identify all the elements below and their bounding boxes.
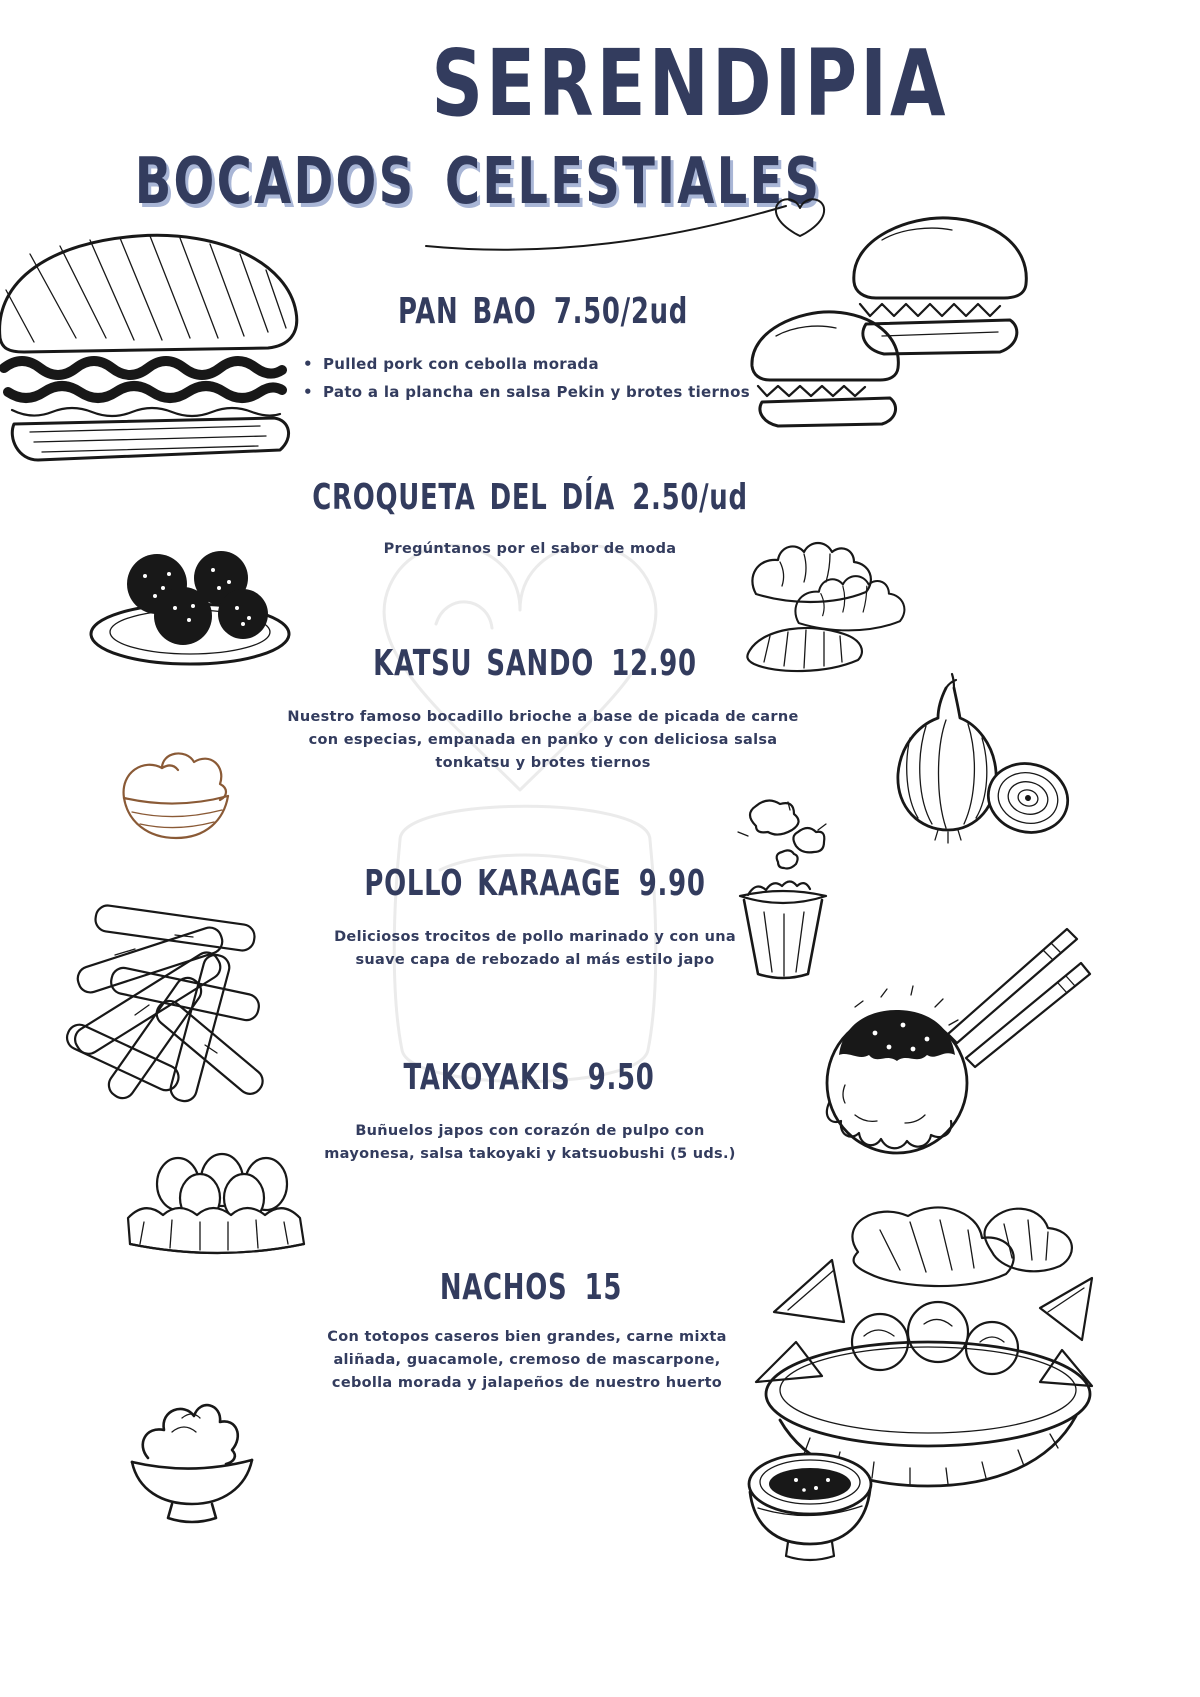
- description-line: suave capa de rebozado al más estilo japo: [355, 952, 715, 968]
- item-name: CROQUETA DEL DÍA: [312, 477, 615, 518]
- description-line: Nuestro famoso bocadillo brioche a base de picada de carne: [287, 709, 799, 725]
- item-price: 12.90: [611, 643, 697, 684]
- sauce-dish-sketch-illustration: [742, 1422, 882, 1577]
- description-line: aliñada, guacamole, cremoso de mascarpone,: [333, 1352, 721, 1368]
- menu-item-title-nachos: [404, 1268, 657, 1308]
- macarons-sketch-illustration: [742, 196, 1042, 431]
- mayo-bowl-sketch-illustration: [116, 746, 241, 846]
- list-item: • Pulled pork con cebolla morada: [303, 350, 750, 378]
- menu-item-title-croqueta: [228, 478, 833, 518]
- description-line: tonkatsu y brotes tiernos: [435, 755, 651, 771]
- restaurant-name: SERENDIPIA: [431, 30, 949, 137]
- item-name: POLLO KARAAGE: [364, 863, 622, 904]
- takoyakis-description: [324, 1120, 735, 1166]
- item-name: PAN BAO: [397, 291, 537, 332]
- menu-item-title-pollo-karaage: [298, 864, 772, 904]
- item-price: 9.90: [638, 863, 706, 904]
- description-line: Buñuelos japos con corazón de pulpo con: [355, 1123, 705, 1139]
- description-line: Pregúntanos por el sabor de moda: [383, 541, 677, 557]
- description-line: con especias, empanada en panko y con deliciosa salsa: [308, 732, 778, 748]
- item-price: 15: [584, 1267, 623, 1308]
- description-line: cebolla morada y jalapeños de nuestro huerto: [331, 1375, 723, 1391]
- description-line: mayonesa, salsa takoyaki y katsuobushi (5 uds.): [324, 1146, 736, 1162]
- list-item: • Pato a la plancha en salsa Pekin y brotes tiernos: [303, 378, 750, 406]
- cream-bowl-sketch-illustration: [120, 1366, 265, 1526]
- description-line: Con totopos caseros bien grandes, carne mixta: [327, 1329, 727, 1345]
- item-name: NACHOS: [439, 1267, 568, 1308]
- menu-item-title-katsu-sando: [310, 644, 760, 684]
- item-price: 2.50/ud: [632, 477, 748, 518]
- description-line: Deliciosos trocitos de pollo marinado y con una: [334, 929, 736, 945]
- item-price: 7.50/2ud: [553, 291, 689, 332]
- pollo-karaage-description: [334, 926, 736, 972]
- pan-bao-options-list: [303, 350, 750, 406]
- menu-item-title-pan-bao: [342, 292, 745, 332]
- bao-bun-sketch-illustration: [0, 220, 310, 465]
- item-name: TAKOYAKIS: [403, 1057, 571, 1098]
- menu-item-title-takoyakis: [355, 1058, 704, 1098]
- croqueta-description: [384, 538, 677, 561]
- item-price: 9.50: [587, 1057, 655, 1098]
- takoyaki-chopsticks-sketch-illustration: [785, 915, 1080, 1165]
- katsu-sando-description: [287, 706, 798, 775]
- item-name: KATSU SANDO: [373, 643, 594, 684]
- croquettes-plate-sketch-illustration: [85, 522, 300, 672]
- page-title: [358, 30, 1021, 137]
- egg-carton-sketch-illustration: [120, 1140, 320, 1270]
- gyozas-sketch-illustration: [740, 532, 910, 697]
- onion-sketch-illustration: [876, 676, 1071, 851]
- menu-section-name: BOCADOS CELESTIALES: [134, 145, 822, 219]
- french-fries-sketch-illustration: [55, 895, 295, 1110]
- nachos-description: [327, 1326, 726, 1395]
